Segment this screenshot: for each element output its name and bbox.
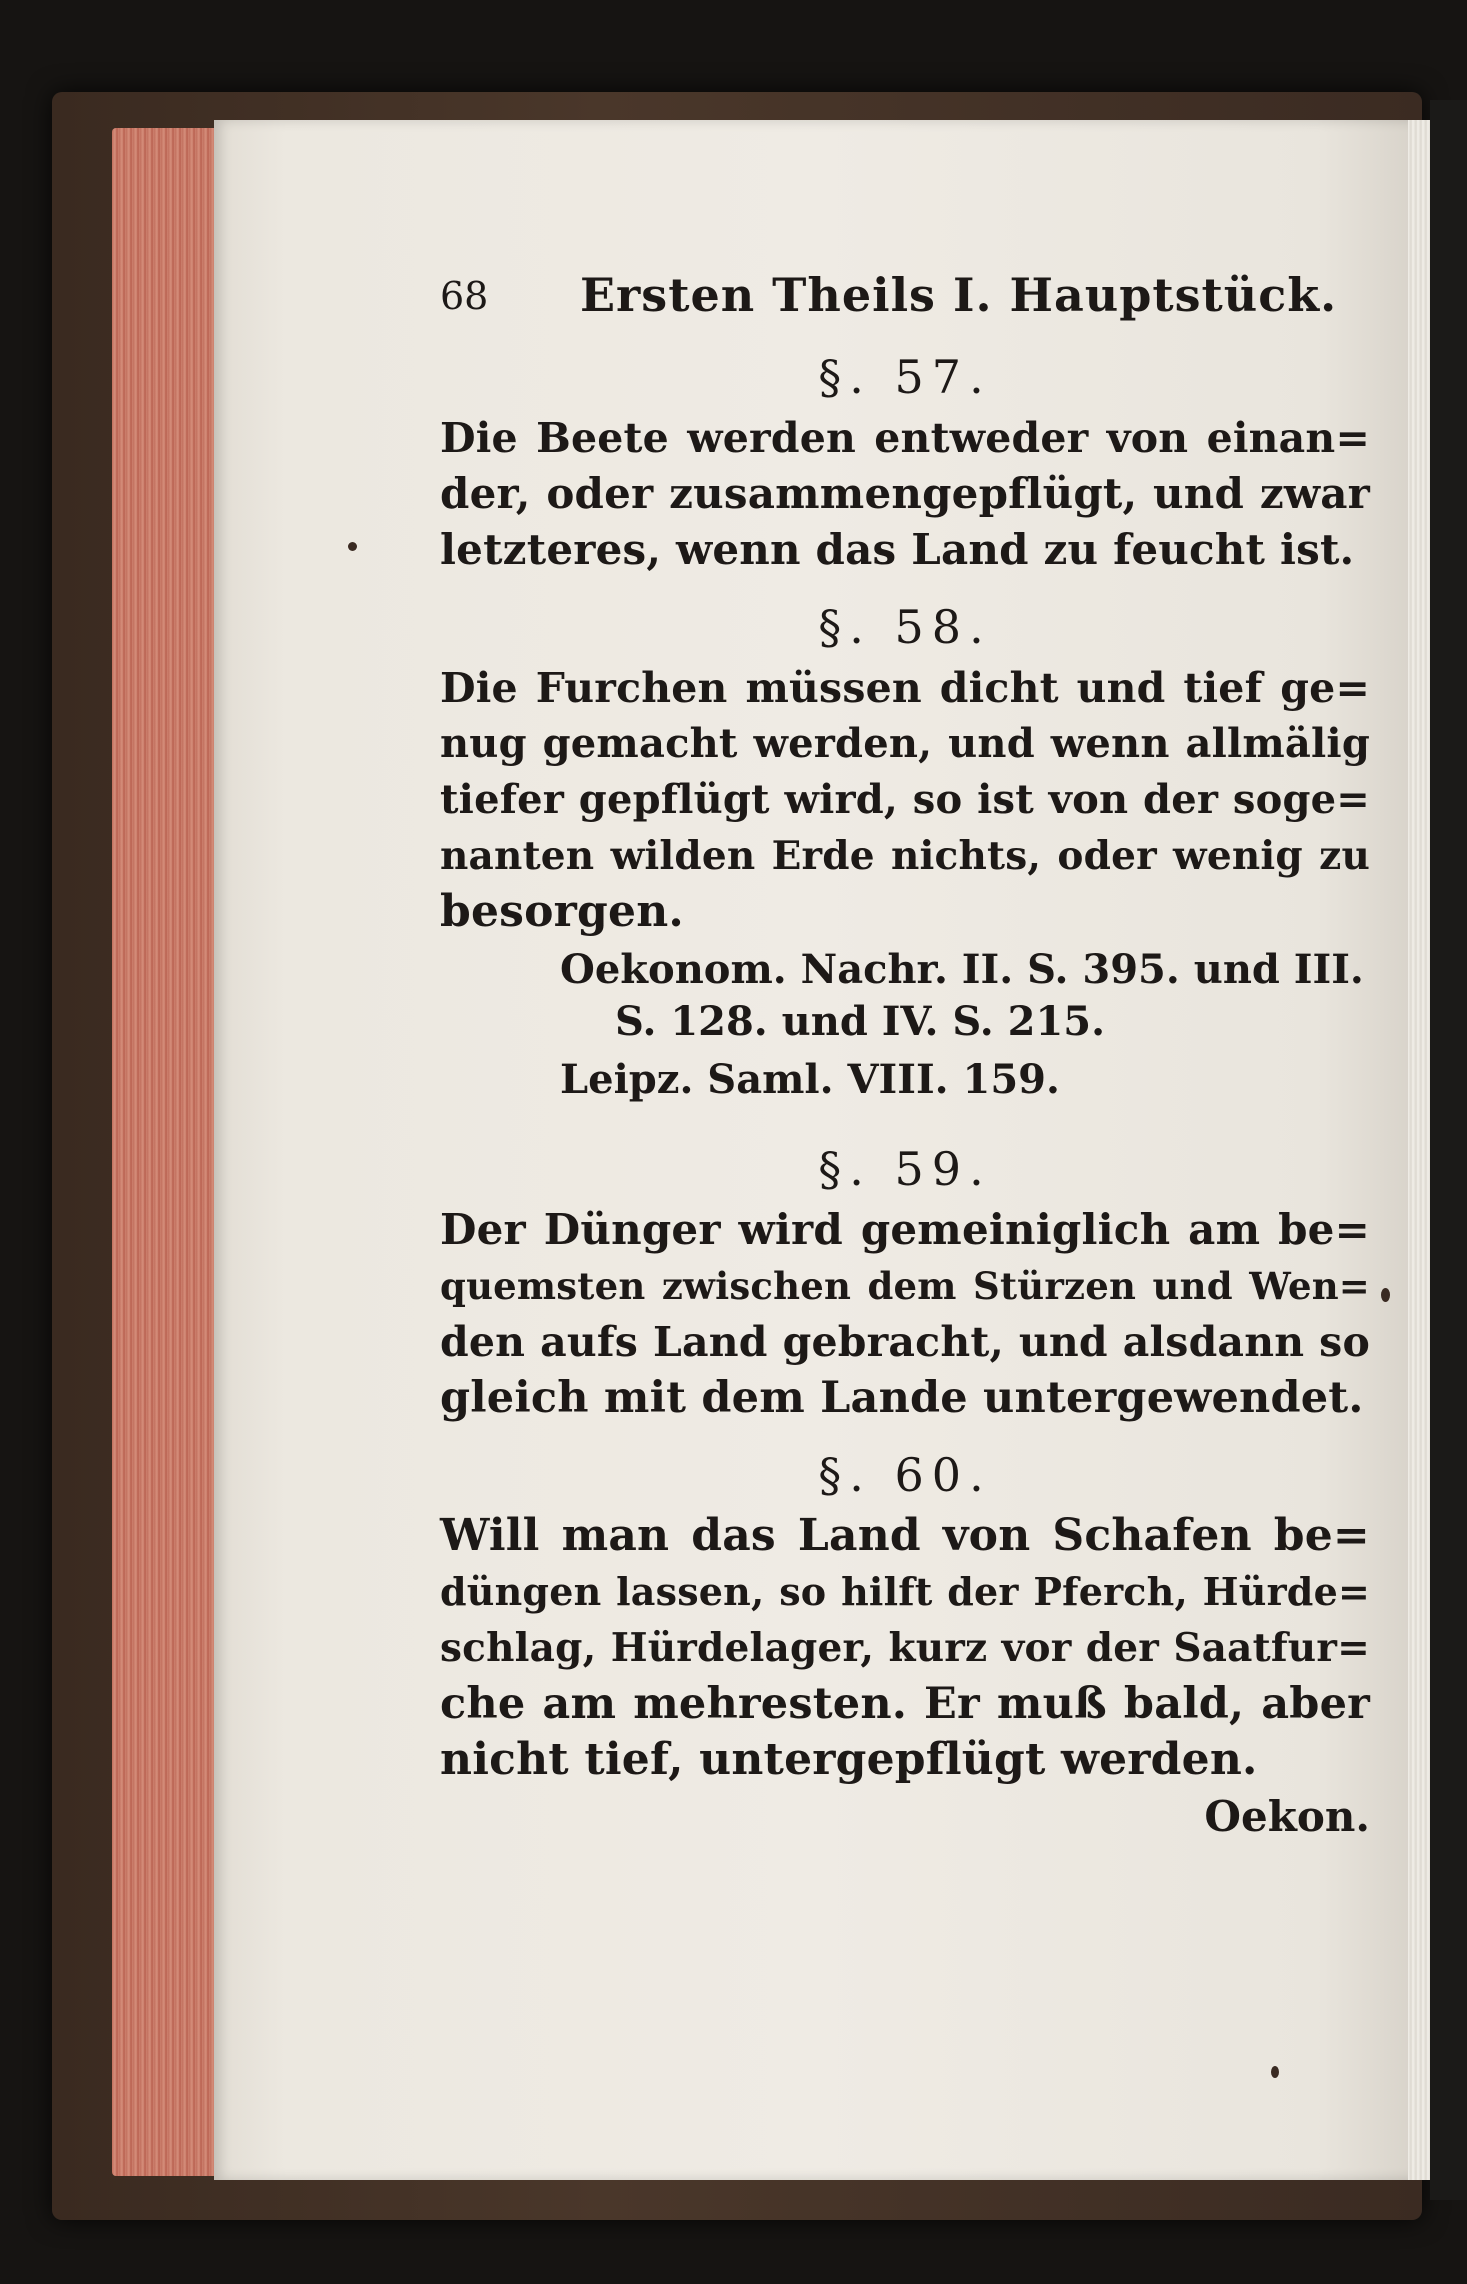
text-line: gleich mit dem Lande untergewendet. <box>440 1373 1364 1423</box>
background-strip <box>1430 100 1467 2200</box>
running-head-title: Ersten Theils I. Hauptstück. <box>580 268 1338 322</box>
section-57-text <box>440 410 1370 578</box>
text-line: Will man das Land von Schafen be= <box>440 1510 1370 1561</box>
text-line: letzteres, wenn das Land zu feucht ist. <box>440 525 1355 574</box>
running-head <box>440 268 1370 338</box>
text-line: tiefer gepflügt wird, so ist von der soge= <box>440 776 1370 823</box>
reference-line: Oekonom. Nachr. II. S. 395. und III. <box>560 946 1364 993</box>
reference-line: S. 128. und IV. S. 215. <box>615 998 1106 1045</box>
text-line: quemsten zwischen dem Stürzen und Wen= <box>440 1264 1370 1308</box>
text-line: schlag, Hürdelager, kurz vor der Saatfur= <box>440 1625 1370 1671</box>
text-line: Die Furchen müssen dicht und tief ge= <box>440 664 1370 712</box>
text-line: den aufs Land gebracht, und alsdann so <box>440 1318 1370 1366</box>
section-60-text <box>440 1508 1370 1788</box>
catchword: Oekon. <box>1204 1792 1370 1841</box>
page-block-edge <box>112 128 222 2176</box>
ink-speck <box>1381 1288 1390 1302</box>
page-number: 68 <box>440 274 489 318</box>
section-59-text <box>440 1202 1370 1426</box>
text-line: nug gemacht werden, und wenn allmälig <box>440 720 1370 767</box>
section-58-text <box>440 660 1370 940</box>
page-content <box>440 268 1370 1841</box>
section-58-heading: §. 58. <box>818 600 992 654</box>
text-line: besorgen. <box>440 886 684 937</box>
text-line: nicht tief, untergepflügt werden. <box>440 1734 1258 1785</box>
section-60-heading: §. 60. <box>818 1448 992 1502</box>
section-59-heading: §. 59. <box>818 1142 992 1196</box>
reference-line: Leipz. Saml. VIII. 159. <box>560 1056 1060 1103</box>
text-line: der, oder zusammengepflügt, und zwar <box>440 469 1370 518</box>
ink-speck <box>348 542 357 551</box>
section-58-references <box>440 944 1370 1106</box>
text-line: Der Dünger wird gemeiniglich am be= <box>440 1205 1370 1254</box>
text-line: düngen lassen, so hilft der Pferch, Hürde= <box>440 1569 1370 1614</box>
section-57-heading: §. 57. <box>818 350 992 404</box>
ink-speck <box>1271 2066 1279 2078</box>
text-line: Die Beete werden entweder von einan= <box>440 414 1370 462</box>
text-line: che am mehresten. Er muß bald, aber <box>440 1679 1370 1729</box>
text-line: nanten wilden Erde nichts, oder wenig zu <box>440 833 1370 879</box>
